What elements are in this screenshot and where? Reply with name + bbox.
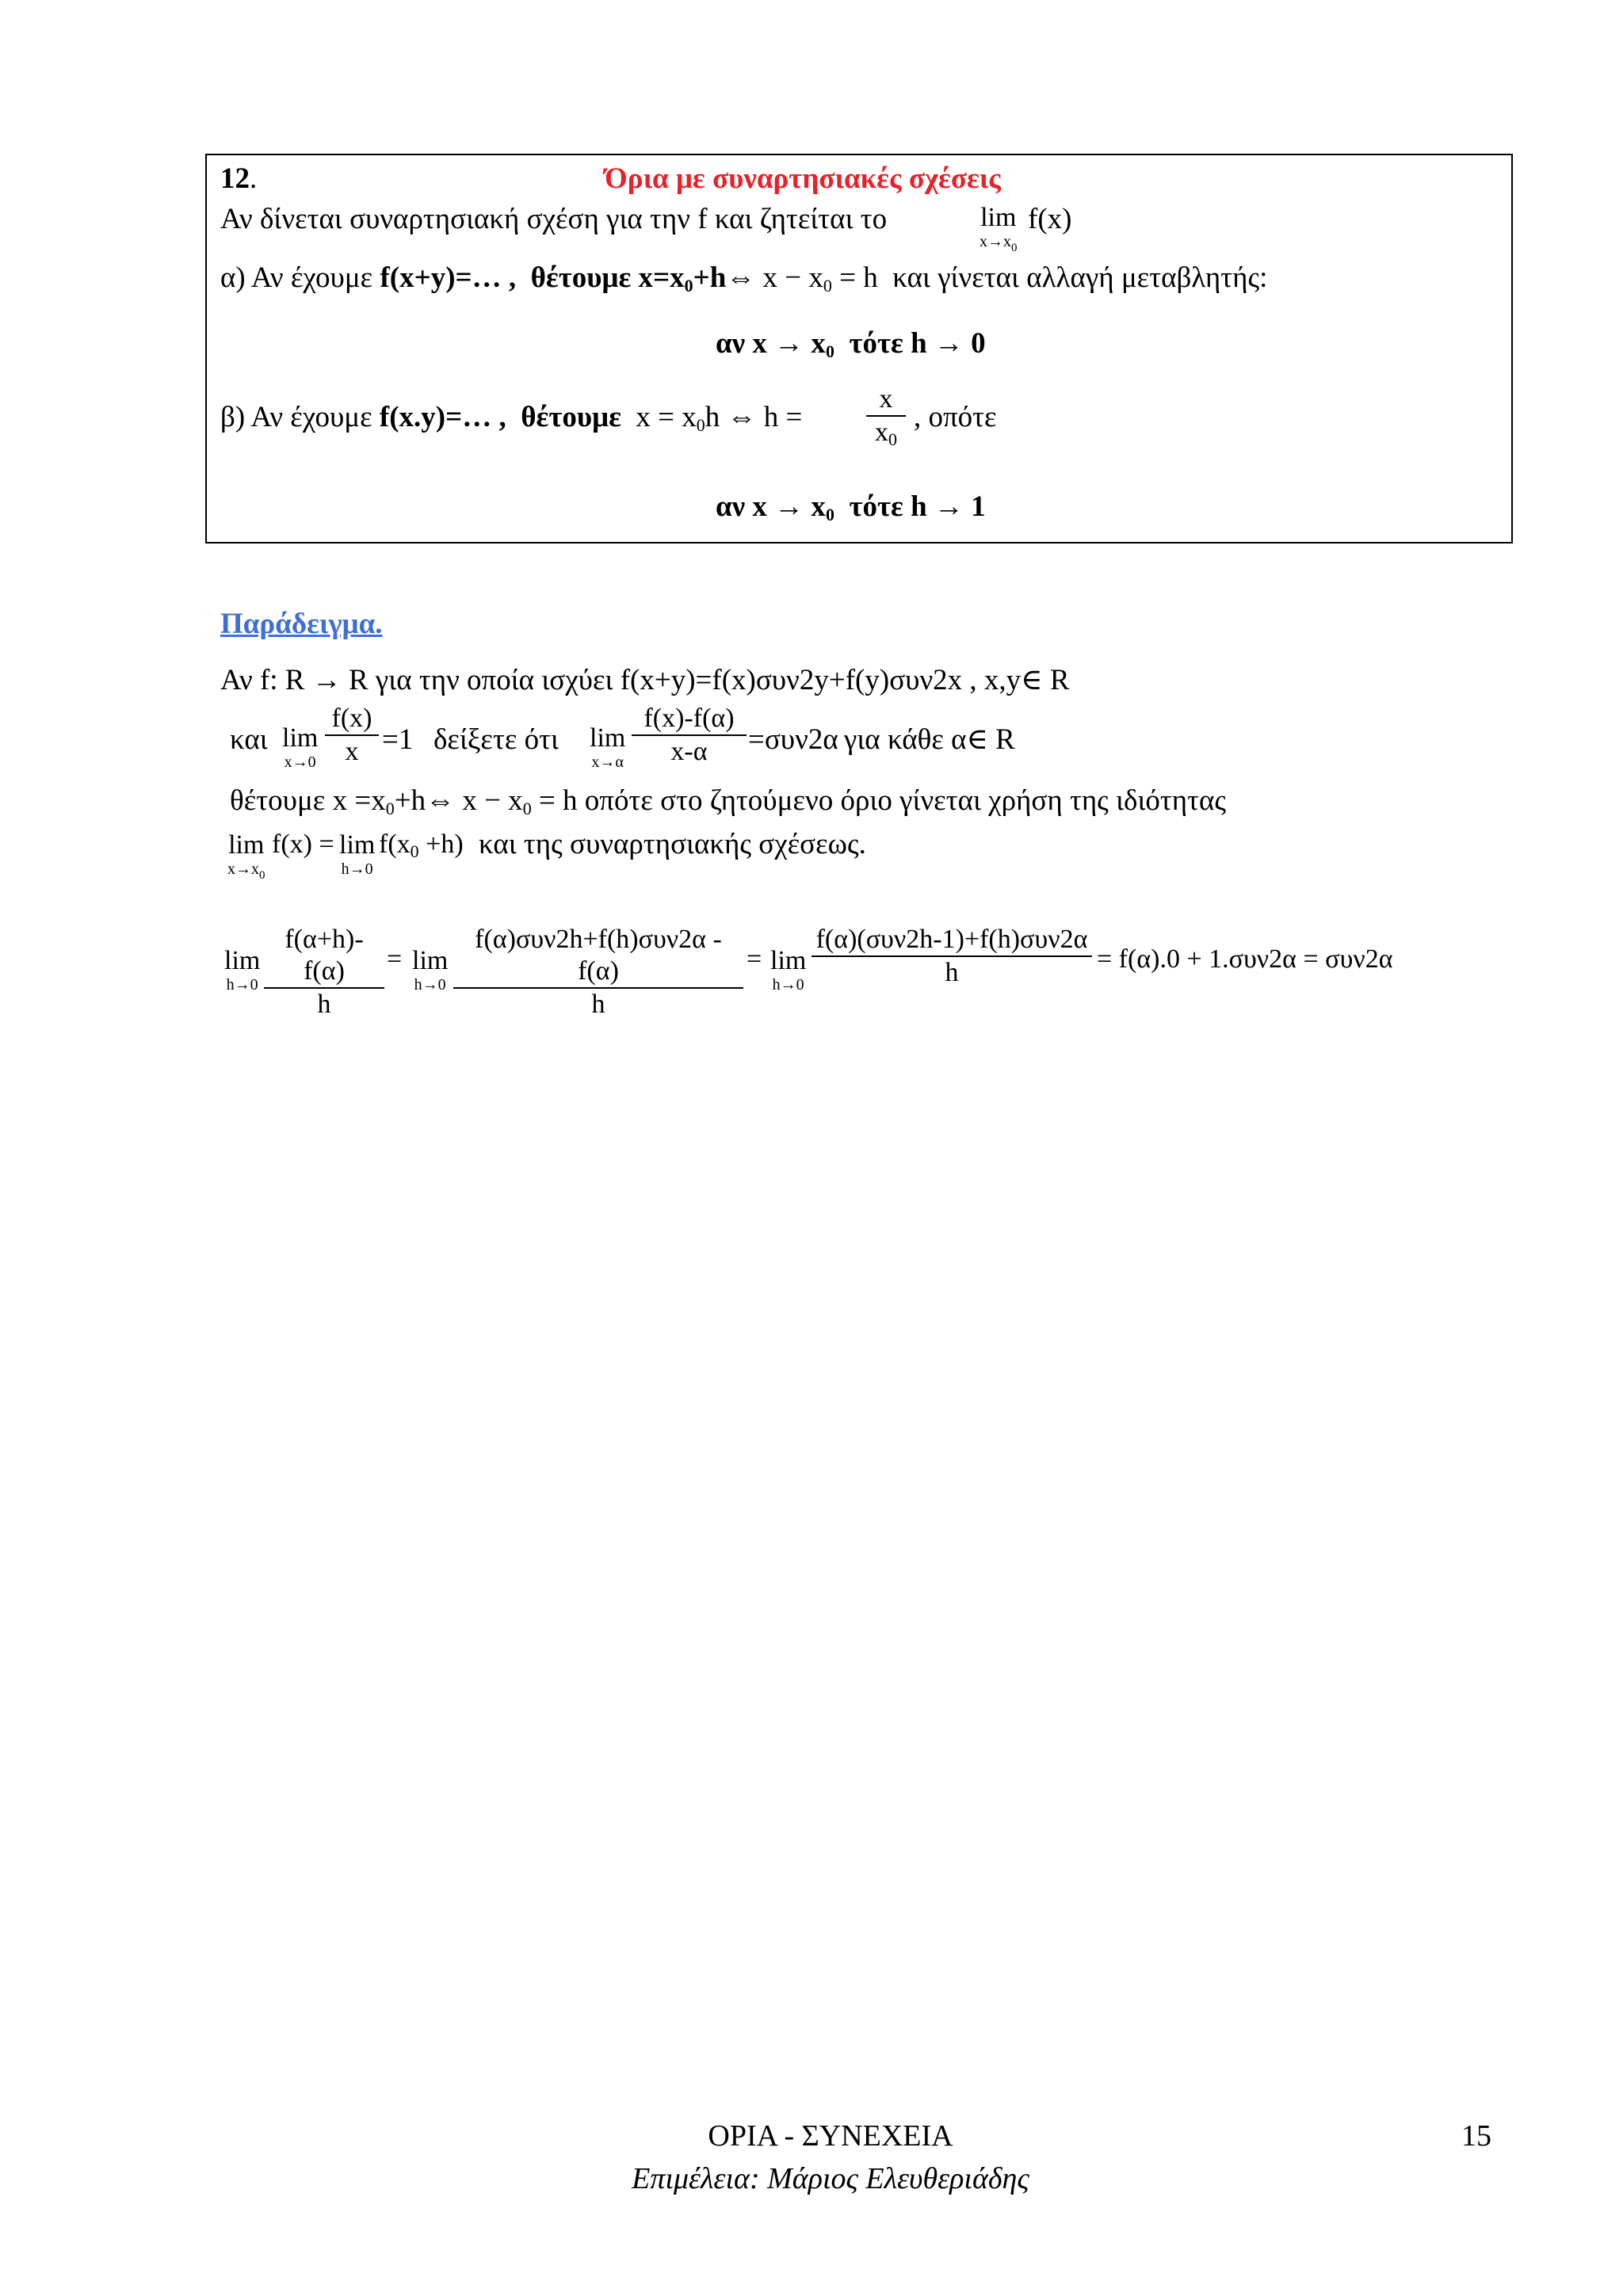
property-fx: f(x) = (272, 830, 334, 859)
fraction-fx-over-x: $\frac{f(x)}{x}$ (325, 703, 379, 768)
intro-fx: f(x) (1028, 203, 1072, 235)
equals-one: =1 (382, 723, 414, 756)
calc-limit-3: lim h→0 (770, 946, 807, 994)
limit-x0: lim x→0 (282, 723, 319, 771)
property-fxh: $f(x_0 +h)$ (379, 830, 464, 861)
calc-equals-1: = (387, 944, 403, 974)
calc-fraction-2: f(α)συν2h+f(h)συν2α -f(α) h (453, 924, 743, 1020)
calc-limit-1: lim h→0 (224, 946, 261, 994)
section-title: Όρια με συναρτησιακές σχέσεις (605, 162, 1001, 195)
rule-b-fraction: $\frac{x}{x_0}$ (866, 383, 906, 456)
calc-fraction-1: $\frac{f(\alpha+h)-f(\alpha)}{h}$ (264, 924, 384, 1020)
page-number: 15 (1461, 2119, 1491, 2153)
calc-limit-2: lim h→0 (412, 946, 449, 994)
rule-b-limit: αν $x \to x_0$ τότε h → 1 (716, 490, 986, 524)
rule-b-line: β) Αν έχουμε f(x.y)=… , θέτουμε $x = x_0h$ ⇔ h = (220, 401, 803, 435)
limit-xa: lim x→α (590, 723, 626, 771)
example-heading: Παράδειγμα. (220, 608, 383, 640)
example-line-3: θέτουμε $x =x_0+h\Leftrightarrow$ $x - x_0 = h$ οπότε στο ζητούμενο όριο γίνεται χρήση της ιδιότητας (230, 784, 1227, 818)
equals-cos2a: =συν2α (748, 723, 838, 756)
calc-fraction-3: f(α)(συν2h-1)+f(h)συν2α h (812, 924, 1092, 989)
rule-a-limit: αν $x \to x_0$ τότε h → 0 (716, 327, 986, 361)
example-line-1: Αν f: R → R για την οποία ισχύει f(x+y)=f(x)συν2y+f(y)συν2x , x,y∈ R (220, 664, 1070, 696)
limit-h0-property: lim h→0 (339, 830, 376, 878)
intro-text: Αν δίνεται συναρτησιακή σχέση για την f και ζητείται το (220, 203, 888, 235)
kai-word: και (230, 723, 268, 756)
rule-a-line: α) Αν έχουμε f(x+y)=… , θέτουμε $x=x_0+h\Leftrightarrow$ $x - x_0 = h$ και γίνεται αλλαγή μεταβλητής: (220, 261, 1268, 296)
footer-title: ΟΡΙΑ - ΣΥΝΕΧΕΙΑ (708, 2119, 953, 2153)
show-word: δείξετε ότι (433, 723, 559, 756)
property-rest: και της συναρτησιακής σχέσεως. (479, 828, 866, 860)
limit-xx0: lim $x\to x_0$ (227, 830, 265, 882)
calc-final-result: = f(α).0 + 1.συν2α = συν2α (1097, 944, 1393, 974)
section-number: 12. (220, 162, 258, 195)
for-all-text: για κάθε α∈ R (844, 723, 1015, 756)
fraction-difference-quotient: $\frac{f(x)-f(\alpha)}{x-\alpha}$ (632, 703, 747, 768)
footer-author: Επιμέλεια: Μάριος Ελευθεριάδης (632, 2162, 1029, 2195)
rule-b-rest: , οπότε (914, 401, 997, 433)
intro-limit: lim $x\to x_0$ (980, 203, 1018, 254)
calc-equals-2: = (747, 944, 762, 974)
